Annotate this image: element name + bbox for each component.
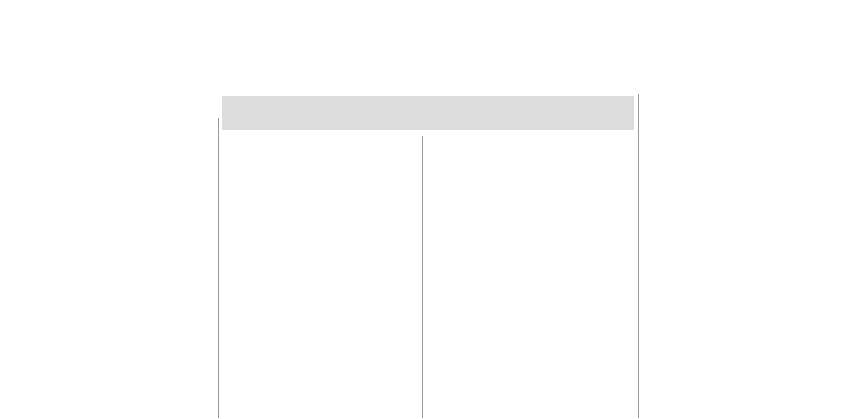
- article-text-line: [426, 176, 632, 196]
- article-text-line: [4, 401, 214, 418]
- article-text-line: [426, 257, 632, 277]
- article-text-line: [4, 239, 214, 259]
- article-text-line: [426, 156, 632, 176]
- article-text-line: [642, 316, 840, 336]
- article-subheadline-box: [222, 96, 634, 130]
- article-text-line: [426, 237, 632, 257]
- article-text-line: [222, 298, 418, 318]
- article-column-4: [642, 94, 840, 418]
- article-text-line: [4, 158, 214, 178]
- article-text-line: [426, 298, 632, 318]
- article-text-line: [4, 300, 214, 320]
- article-text-line: [222, 197, 418, 217]
- article-text-line: [222, 156, 418, 176]
- article-text-line: [222, 338, 418, 358]
- article-text-line: [4, 360, 214, 380]
- article-column-3: [426, 136, 632, 418]
- article-text-line: [222, 237, 418, 257]
- article-text-line: [642, 215, 840, 235]
- article-text-line: [222, 378, 418, 398]
- article-headline: [0, 0, 844, 86]
- article-text-line: [222, 398, 418, 418]
- article-text-line: [4, 280, 214, 300]
- article-text-line: [642, 336, 840, 356]
- article-text-line: [222, 277, 418, 297]
- article-text-line: [642, 175, 840, 195]
- article-text-line: [4, 138, 214, 158]
- article-text-line: [222, 318, 418, 338]
- article-column-2: [222, 136, 418, 418]
- article-text-line: [4, 179, 214, 199]
- article-text-line: [426, 197, 632, 217]
- article-text-line: [222, 136, 418, 156]
- article-text-line: [4, 219, 214, 239]
- article-dateline: [8, 94, 213, 116]
- article-text-line: [642, 134, 840, 154]
- article-text-line: [222, 176, 418, 196]
- article-text-line: [4, 259, 214, 279]
- article-text-line: [426, 277, 632, 297]
- article-text-line: [222, 217, 418, 237]
- article-text-line: [642, 114, 840, 134]
- column-rule: [218, 118, 219, 418]
- article-text-line: [426, 398, 632, 418]
- article-text-line: [222, 358, 418, 378]
- column-rule: [422, 136, 423, 418]
- article-text-line: [642, 296, 840, 316]
- article-text-line: [642, 195, 840, 215]
- article-text-line: [642, 235, 840, 255]
- article-text-line: [642, 397, 840, 417]
- article-text-line: [642, 377, 840, 397]
- article-column-1: [4, 118, 214, 418]
- article-text-line: [4, 380, 214, 400]
- article-text-line: [4, 118, 214, 138]
- article-text-line: [642, 94, 840, 114]
- article-text-line: [642, 256, 840, 276]
- article-text-line: [426, 318, 632, 338]
- article-text-line: [426, 217, 632, 237]
- article-text-line: [642, 276, 840, 296]
- article-text-line: [4, 340, 214, 360]
- article-text-line: [426, 378, 632, 398]
- article-text-line: [4, 199, 214, 219]
- article-text-line: [426, 358, 632, 378]
- article-text-line: [426, 338, 632, 358]
- article-text-line: [642, 356, 840, 376]
- article-text-line: [4, 320, 214, 340]
- article-text-line: [222, 257, 418, 277]
- article-text-line: [426, 136, 632, 156]
- column-rule: [638, 94, 639, 418]
- article-text-line: [642, 155, 840, 175]
